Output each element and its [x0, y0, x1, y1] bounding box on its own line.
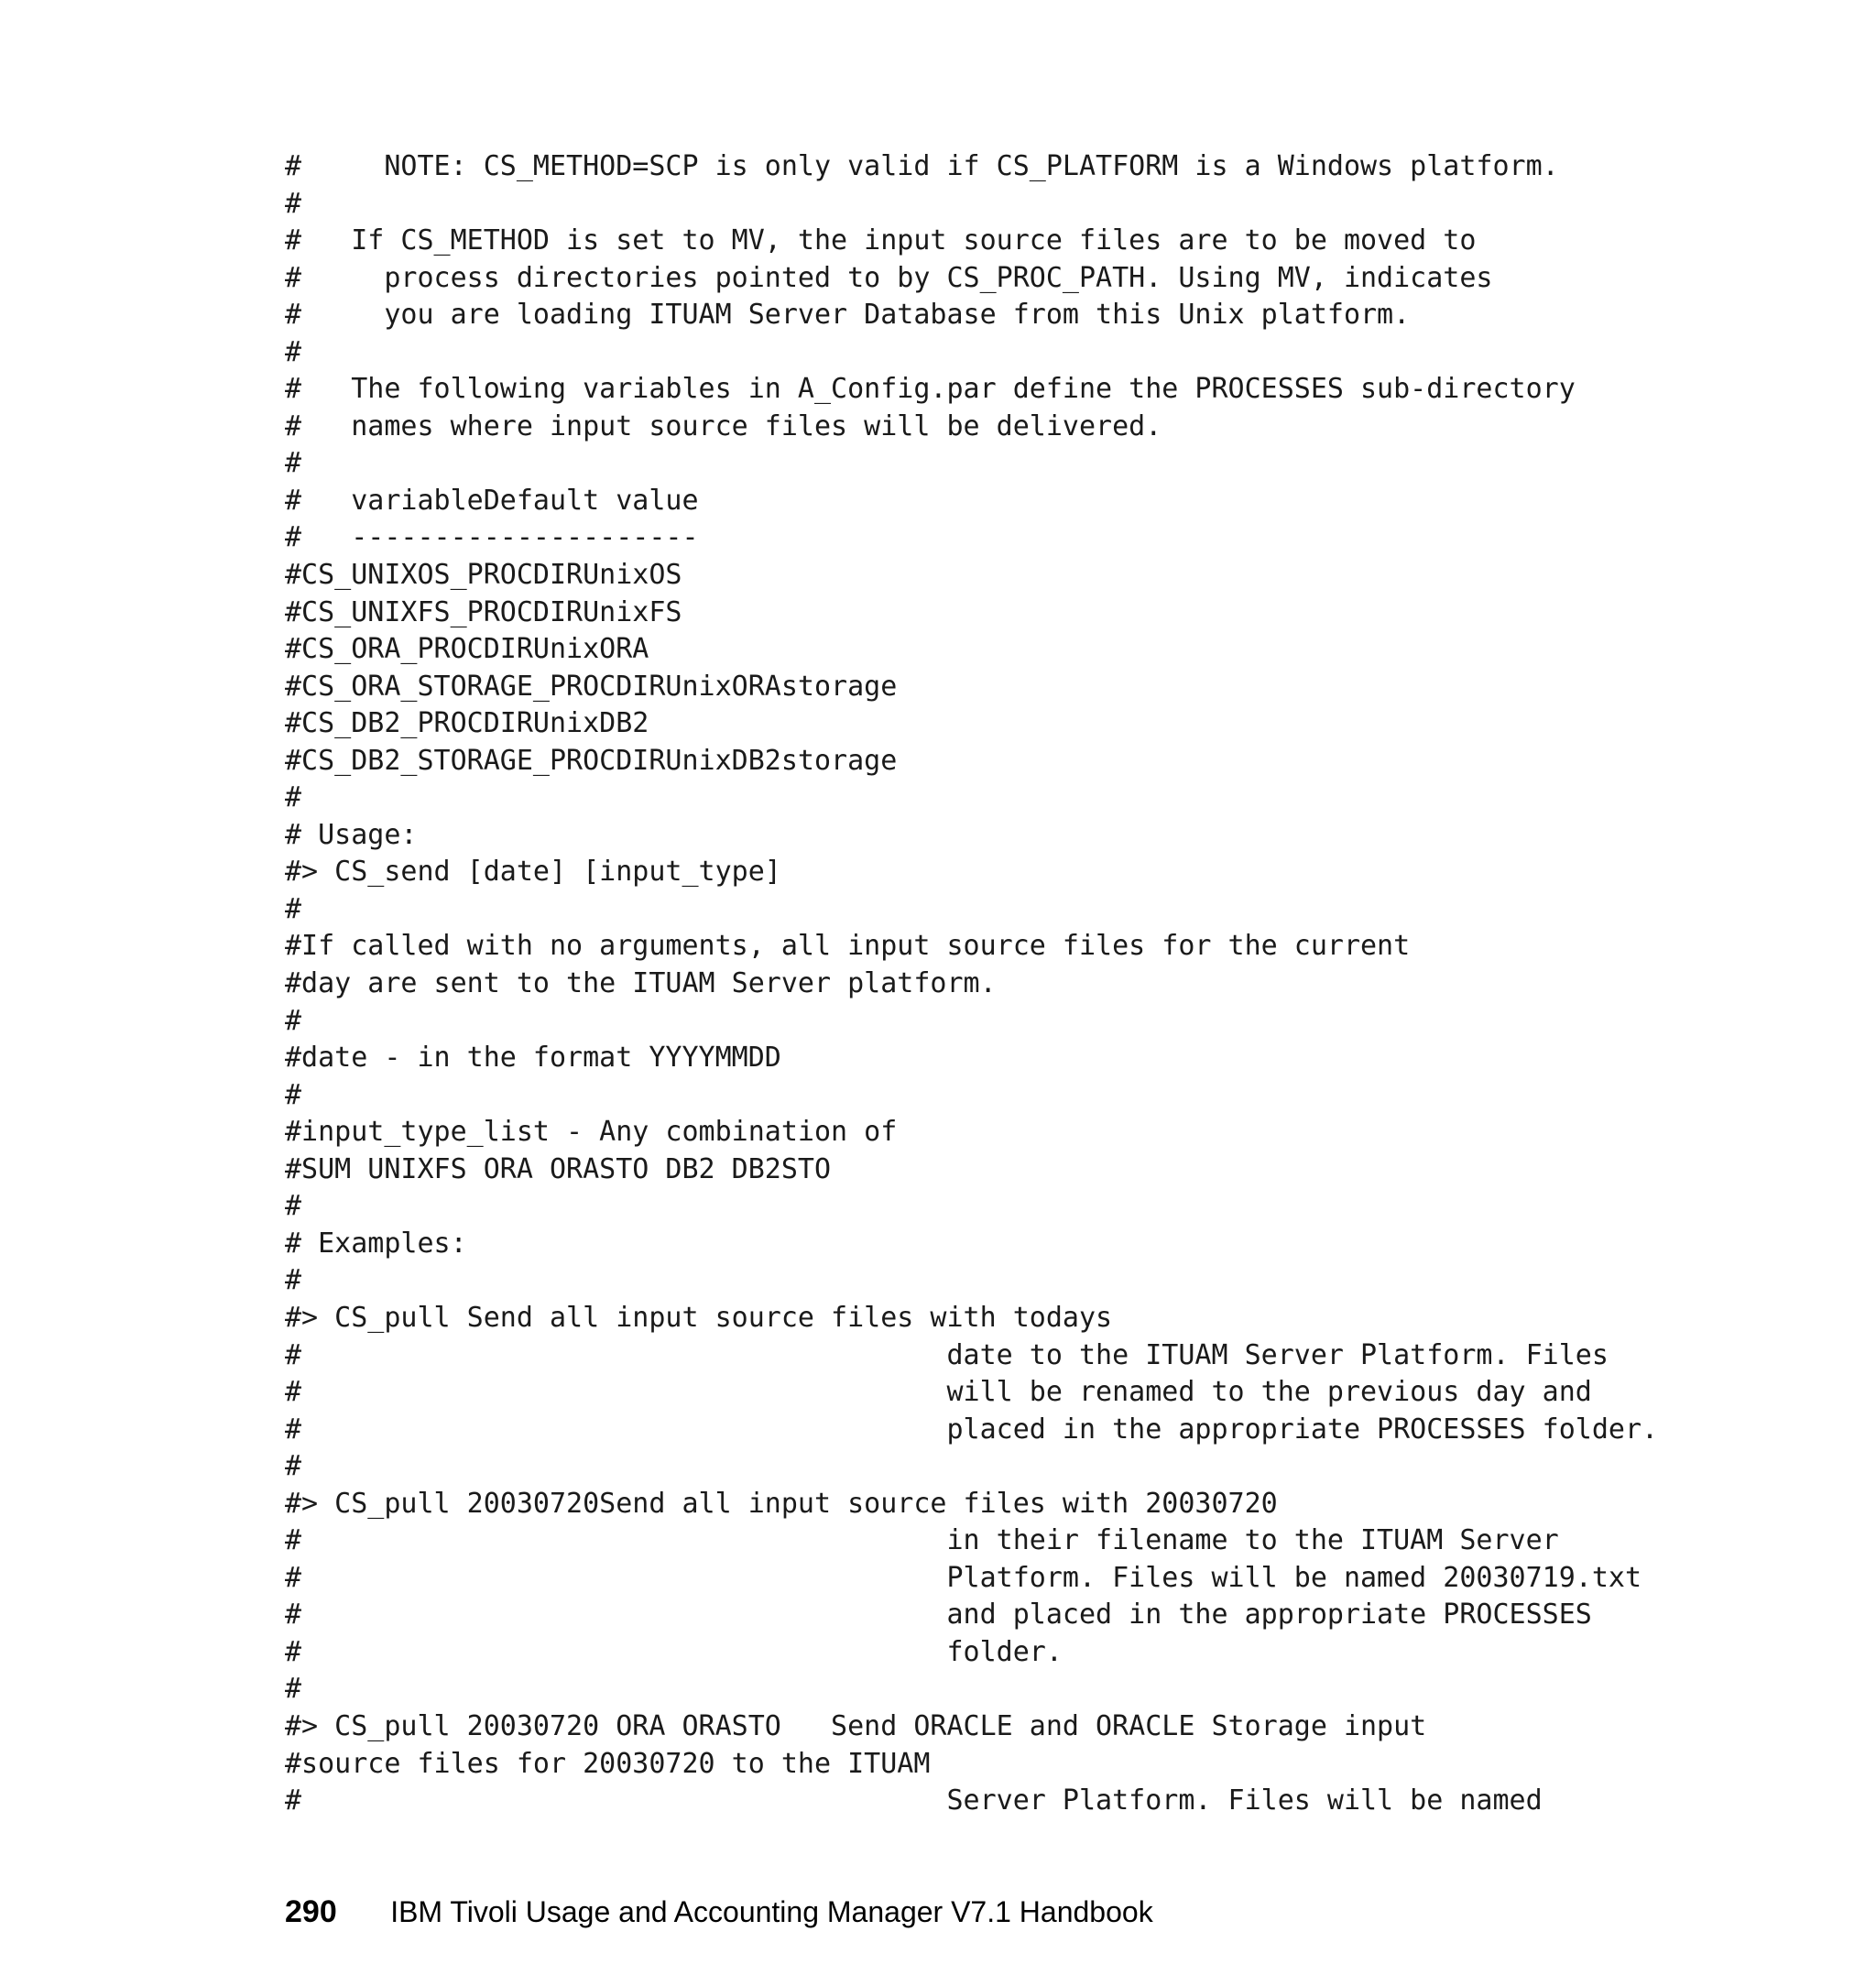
code-line: # placed in the appropriate PROCESSES folder. [285, 1413, 1659, 1446]
code-line: # [285, 1673, 302, 1706]
code-line: # will be renamed to the previous day and [285, 1376, 1592, 1409]
code-line: #> CS_pull 20030720Send all input source files with 20030720 [285, 1487, 1278, 1520]
code-line: #day are sent to the ITUAM Server platform. [285, 967, 997, 1000]
page-footer [285, 1894, 1153, 1930]
code-line: #CS_UNIXOS_PROCDIRUnixOS [285, 559, 682, 592]
code-line: # --------------------- [285, 521, 699, 554]
code-line: #source files for 20030720 to the ITUAM [285, 1747, 931, 1780]
code-line: # and placed in the appropriate PROCESSES [285, 1599, 1592, 1631]
code-line: #date - in the format YYYYMMDD [285, 1042, 781, 1075]
page-number: 290 [285, 1894, 337, 1929]
code-line: #> CS_pull Send all input source files with todays [285, 1301, 1113, 1334]
code-listing [285, 148, 1658, 1820]
code-line: #If called with no arguments, all input source files for the current [285, 930, 1411, 963]
book-title: IBM Tivoli Usage and Accounting Manager V7.1 Handbook [390, 1895, 1153, 1928]
code-line: # [285, 187, 302, 220]
code-line: # [285, 447, 302, 480]
code-line: # [285, 781, 302, 814]
code-line: # variableDefault value [285, 484, 699, 517]
code-line: # [285, 892, 302, 925]
code-line: # [285, 335, 302, 368]
code-line: # The following variables in A_Config.par define the PROCESSES sub-directory [285, 373, 1576, 406]
code-line: # [285, 1450, 302, 1483]
code-line: #CS_DB2_PROCDIRUnixDB2 [285, 707, 649, 740]
code-line: #CS_ORA_PROCDIRUnixORA [285, 633, 649, 666]
code-line: # Examples: [285, 1227, 467, 1260]
code-line: # Platform. Files will be named 20030719.txt [285, 1561, 1642, 1594]
code-line: # Usage: [285, 818, 418, 851]
code-line: # Server Platform. Files will be named [285, 1784, 1543, 1817]
code-line: # [285, 1078, 302, 1111]
code-line: # NOTE: CS_METHOD=SCP is only valid if CS_PLATFORM is a Windows platform. [285, 150, 1559, 182]
code-line: #SUM UNIXFS ORA ORASTO DB2 DB2STO [285, 1152, 832, 1185]
code-line: # you are loading ITUAM Server Database from this Unix platform. [285, 299, 1411, 332]
code-line: #> CS_pull 20030720 ORA ORASTO Send ORACLE and ORACLE Storage input [285, 1709, 1427, 1742]
code-line: # date to the ITUAM Server Platform. Files [285, 1338, 1609, 1371]
code-line: #> CS_send [date] [input_type] [285, 856, 781, 889]
code-line: # [285, 1004, 302, 1037]
code-line: # If CS_METHOD is set to MV, the input source files are to be moved to [285, 224, 1477, 257]
code-line: # in their filename to the ITUAM Server [285, 1524, 1559, 1557]
code-line: # names where input source files will be delivered. [285, 409, 1162, 442]
code-line: #CS_DB2_STORAGE_PROCDIRUnixDB2storage [285, 744, 898, 777]
code-line: # process directories pointed to by CS_PROC_PATH. Using MV, indicates [285, 261, 1493, 294]
code-line: # [285, 1190, 302, 1223]
code-line: # [285, 1264, 302, 1297]
code-line: # folder. [285, 1635, 1063, 1668]
code-line: #input_type_list - Any combination of [285, 1116, 898, 1149]
code-line: #CS_ORA_STORAGE_PROCDIRUnixORAstorage [285, 670, 898, 703]
code-line: #CS_UNIXFS_PROCDIRUnixFS [285, 595, 682, 628]
